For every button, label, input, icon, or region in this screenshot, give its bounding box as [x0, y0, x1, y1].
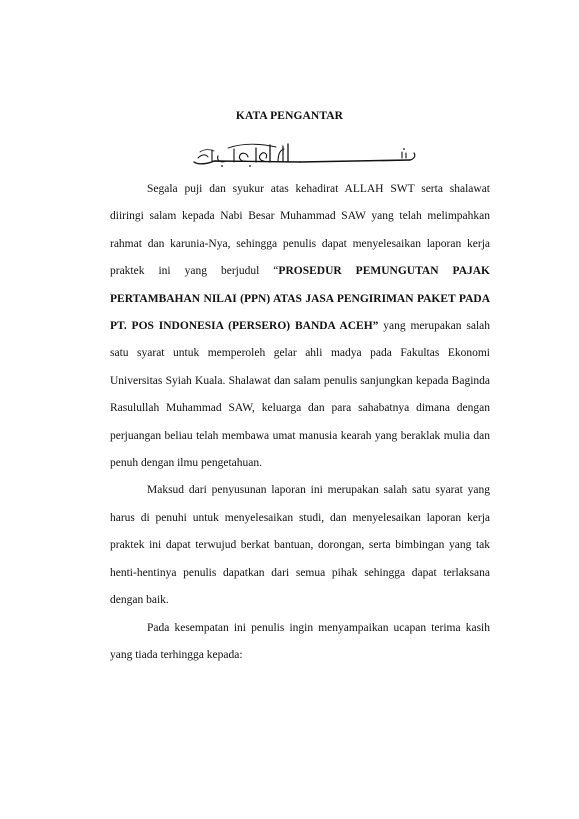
- paragraph-2: Maksud dari penyusunan laporan ini merupakan salah satu syarat yang harus di penuhi untuk menyelesaikan studi, dan menyelesaikan laporan kerja praktek ini dapat terwujud berkat bantuan, dorongan, serta bimbingan yang tak henti-hentinya penulis dapatkan dari semua pihak sehingga dapat terlaksana dengan baik.: [110, 484, 490, 607]
- paragraph-3: Pada kesempatan ini penulis ingin menyampaikan ucapan terima kasih yang tiada terhingga kepada:: [110, 621, 490, 661]
- body-text: [110, 176, 490, 669]
- page-title: KATA PENGANTAR: [235, 110, 344, 122]
- paragraph-1: [110, 176, 490, 477]
- report-title-bold: PROSEDUR PEMUNGUTAN PAJAK PERTAMBAHAN NILAI (PPN) ATAS JASA PENGIRIMAN PAKET PADA PT. POS INDONESIA (PERSERO) BANDA ACEH”: [110, 265, 490, 333]
- basmala-calligraphy-icon: [188, 140, 420, 168]
- paragraph-1-continuation: yang merupakan salah satu syarat untuk memperoleh gelar ahli madya pada Fakultas Ekonomi Universitas Syiah Kuala. Shalawat dan salam penulis sanjungkan kepada Baginda Rasulullah Muhammad SAW, keluarga dan para sahabatnya dimana dengan perjuangan beliau telah membawa umat manusia kearah yang beraklak mulia dan penuh dengan ilmu pengetahuan.: [110, 320, 490, 470]
- paragraph-1-text: Segala puji dan syukur atas kehadirat ALLAH SWT serta shalawat diiringi salam kepada Nabi Besar Muhammad SAW yang telah melimpahkan rahmat dan karunia-Nya, sehingga penulis dapat menyelesaikan laporan kerja praktek ini yang berjudul “: [110, 183, 490, 278]
